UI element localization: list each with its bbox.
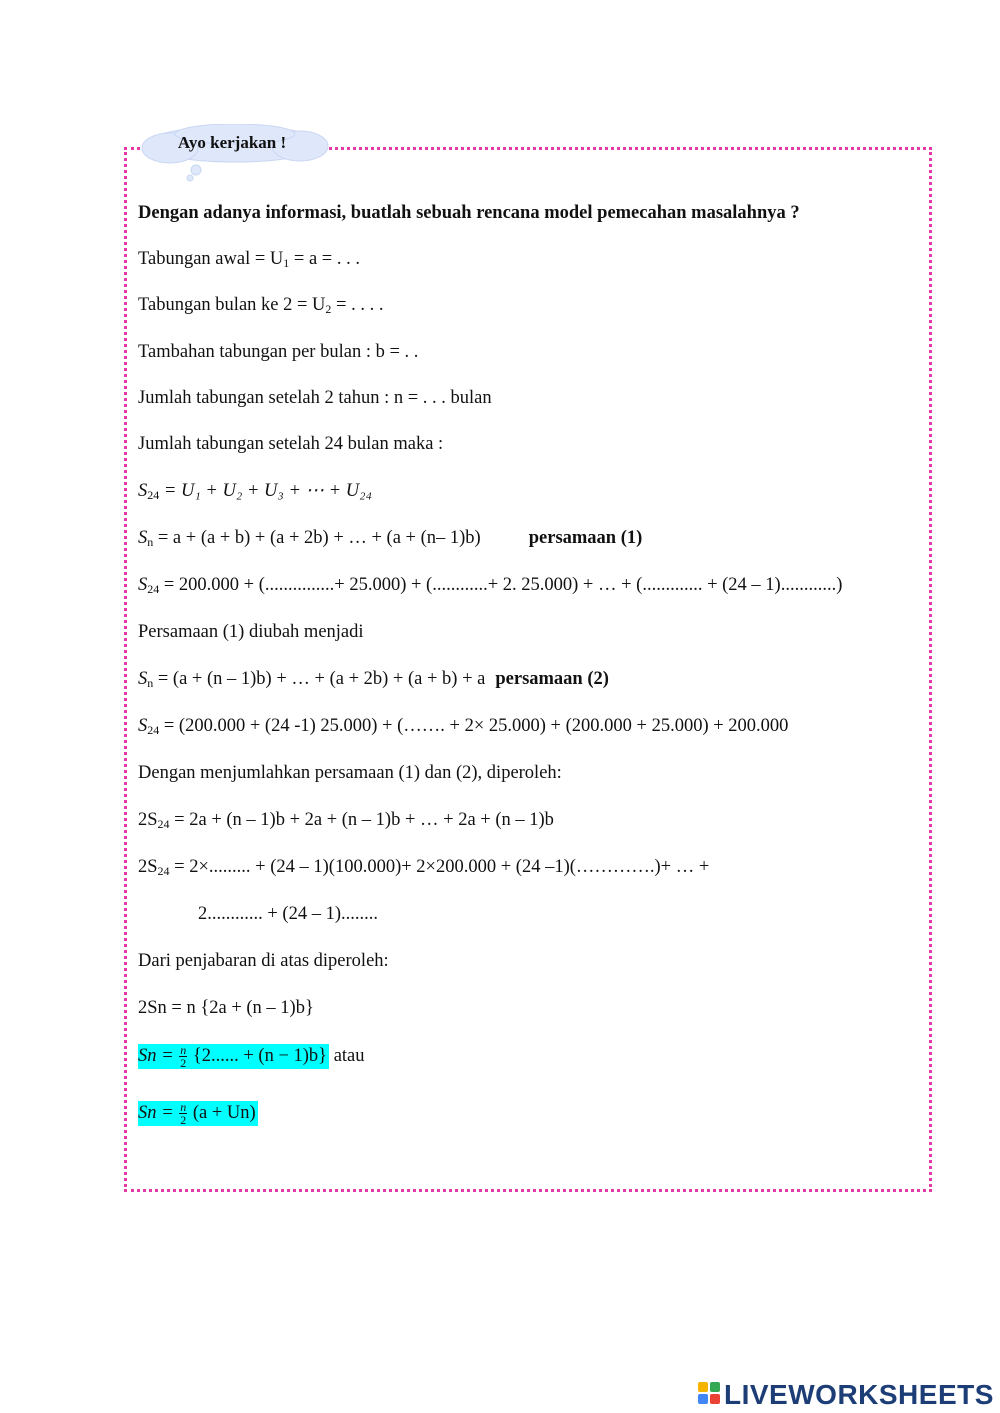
question-text: Dengan adanya informasi, buatlah sebuah rencana model pemecahan masalahnya ? (138, 203, 800, 223)
header-cloud (140, 124, 310, 168)
fraction-n-over-2: $\frac{n}{2}$ (180, 1100, 187, 1128)
line-jumlah-2-tahun: Jumlah tabungan setelah 2 tahun : n = . . . bulan (138, 388, 492, 408)
line-persamaan-diubah: Persamaan (1) diubah menjadi (138, 622, 364, 642)
formula-2s24-general: $2S_{24} = 2a + (n - 1)b + 2a + (n - 1)b$ + … + 2a + (n – 1)b (138, 810, 554, 831)
line-jumlah-24-bulan: Jumlah tabungan setelah 24 bulan maka : (138, 434, 444, 454)
line-dari-penjabaran: Dari penjabaran di atas diperoleh: (138, 951, 389, 971)
line-tabungan-bulan-2: Tabungan bulan ke $2 = U_2$ = . . . . (138, 295, 384, 316)
formula-s24-expanded-2: $S_{24} = (200.000 + (24$ -1) 25.000) + (……. + 2× 25.000) + (200.000 + 25.000) + 200.000 (138, 716, 789, 737)
header-label: Ayo kerjakan ! (177, 133, 287, 152)
equation-tag-2: persamaan (2) (495, 669, 609, 689)
formula-sn-eq1: $S_n = a + (a + b) + (a + 2b)$ + … + (a + (n– 1)b) persamaan (1) (138, 528, 643, 549)
footer-brand (698, 1378, 998, 1412)
liveworksheets-logo-icon (698, 1382, 722, 1406)
line-tambahan: Tambahan tabungan per bulan : b = . . (138, 342, 419, 362)
formula-sn-highlight-2 (138, 1101, 258, 1126)
formula-sn-highlight-1: Sn = $\frac{n}{2}$ {2...... + (n − 1)b} atau (138, 1043, 365, 1071)
formula-2s24-numeric: $2S_{24} = 2\times$......... + (24 – 1)(100.000)+ 2×200.000 + (24 –1)(………….)+ … + (138, 857, 710, 878)
brand-text: LIVEWORKSHEETS (724, 1379, 994, 1410)
formula-s24-sum: $S_{24} = U_1 + U_2 + U_3$ + ⋯ + U₂₄ (138, 481, 373, 502)
line-menjumlahkan: Dengan menjumlahkan persamaan (1) dan (2), diperoleh: (138, 763, 562, 783)
formula-2s24-continued: 2............ + (24 – 1)........ (198, 904, 379, 924)
formula-2sn: 2Sn = n {2a + (n – 1)b} (138, 998, 314, 1018)
highlight-box-2: Sn = $\frac{n}{2}$ (a + Un) (138, 1100, 256, 1128)
highlight-box-1: Sn = $\frac{n}{2}$ {2...... + (n − 1)b} (138, 1043, 328, 1071)
formula-sn-eq2: $S_n = (a + (n - 1)b)$ + … + (a + 2b) + (a + b) + a persamaan (2) (138, 669, 609, 690)
fraction-n-over-2: $\frac{n}{2}$ (180, 1043, 187, 1071)
formula-s24-expanded-1: $S_{24} = 200.000$ + (...............+ 25.000) + (............+ 2. 25.000) + … + (............. + (24 – 1)............) (138, 575, 843, 596)
line-tabungan-awal: Tabungan awal = $U_1 = a$ = . . . (138, 249, 360, 270)
equation-tag-1: persamaan (1) (528, 528, 643, 548)
